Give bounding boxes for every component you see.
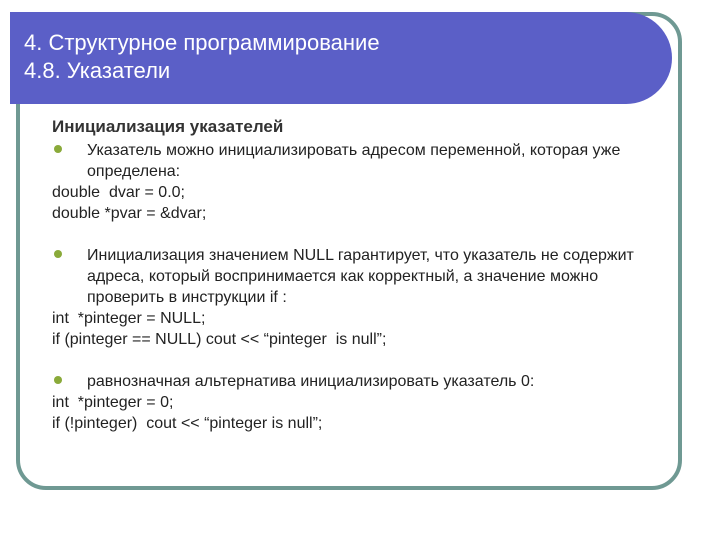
bullet-text: равнозначная альтернатива инициализировать указатель 0: [87,373,535,390]
slide-title: 4. Структурное программирование [24,30,380,55]
bullet-text: Инициализация значением NULL гарантирует, что указатель не содержит адреса, который воспринимается как корректный, а значение можно проверить в инструкции if : [87,247,634,306]
code-line: double dvar = 0.0; [52,184,185,201]
bullet-item [52,371,672,392]
code-line: if (pinteger == NULL) cout << “pinteger is null”; [52,331,387,348]
title-bar [10,12,672,104]
code-line: if (!pinteger) cout << “pinteger is null”; [52,415,323,432]
section-heading: Инициализация указателей [52,117,284,136]
title-divider [22,107,648,109]
code-line: int *pinteger = NULL; [52,310,206,327]
bullet-dot-icon [54,145,62,153]
code-line: int *pinteger = 0; [52,394,174,411]
bullet-item [52,140,672,182]
slide-subtitle: 4.8. Указатели [24,58,171,83]
slide-content [52,116,672,434]
bullet-dot-icon [54,250,62,258]
bullet-item [52,245,672,308]
bullet-text: Указатель можно инициализировать адресом переменной, которая уже определена: [87,142,621,180]
bullet-dot-icon [54,376,62,384]
code-line: double *pvar = &dvar; [52,205,207,222]
